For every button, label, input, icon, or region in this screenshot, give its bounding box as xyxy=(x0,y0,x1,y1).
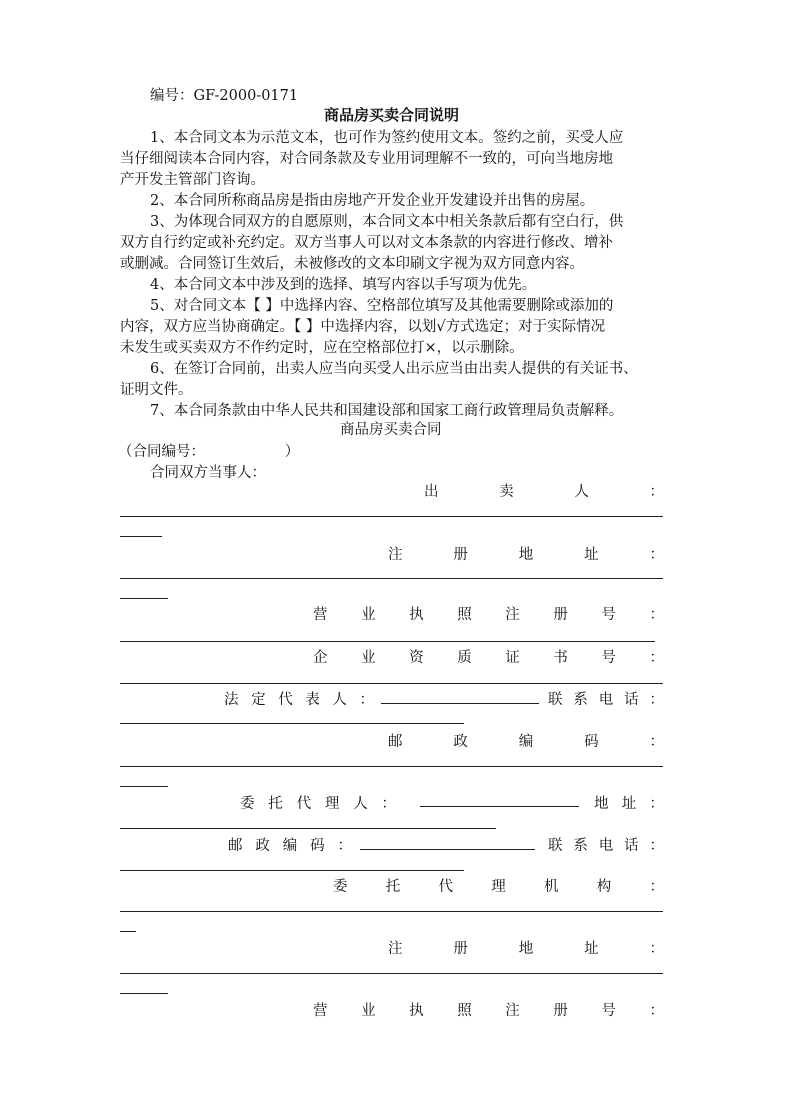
postal-code-label: 邮 政 编 码 ： xyxy=(388,734,664,750)
note-6-line-1: 6、在签订合同前，出卖人应当向买受人出示应当由出卖人提供的有关证书、 xyxy=(150,361,638,377)
agency-field-line-continued[interactable] xyxy=(120,931,136,932)
notes-title: 商品房买卖合同说明 xyxy=(324,106,460,124)
reg-address-field-line[interactable] xyxy=(120,578,663,579)
note-4-line-1: 4、本合同文本中涉及到的选择、填写内容以手写项为优先。 xyxy=(150,277,537,293)
license-no-2-label: 营 业 执 照 注 册 号 ： xyxy=(313,1003,664,1019)
contact-phone-field-line[interactable] xyxy=(120,723,464,724)
agency-label: 委 托 代 理 机 构 ： xyxy=(333,879,664,895)
contact-phone-2-field-line[interactable] xyxy=(120,870,464,871)
note-6-line-2: 证明文件。 xyxy=(120,382,193,398)
note-5-line-3: 未发生或买卖双方不作约定时，应在空格部位打×，以示删除。 xyxy=(120,340,524,356)
postal-code-field-line-continued[interactable] xyxy=(120,786,168,787)
contract-number: （合同编号： ） xyxy=(118,444,300,460)
legal-rep-label: 法 定 代 表 人 ： xyxy=(224,692,374,708)
note-7-line-1: 7、本合同条款由中华人民共和国建设部和国家工商行政管理局负责解释。 xyxy=(150,403,624,419)
agency-field-line[interactable] xyxy=(120,911,663,912)
agent-field-line[interactable] xyxy=(420,806,579,807)
qualification-no-field-line[interactable] xyxy=(120,683,663,684)
address-field-line[interactable] xyxy=(120,828,496,829)
reg-address-2-field-line[interactable] xyxy=(120,973,663,974)
seller-field-line-continued[interactable] xyxy=(120,536,162,537)
contact-phone-label: 联 系 电 话 ： xyxy=(548,692,664,708)
agent-label: 委 托 代 理 人 ： xyxy=(240,796,396,812)
note-3-line-3: 或删减。合同签订生效后，未被修改的文本印刷文字视为双方同意内容。 xyxy=(120,256,584,272)
seller-label: 出 卖 人 ： xyxy=(424,484,664,500)
note-3-line-1: 3、为体现合同双方的自愿原则，本合同文本中相关条款后都有空白行，供 xyxy=(150,214,624,230)
note-1-line-2: 当仔细阅读本合同内容，对合同条款及专业用词理解不一致的，可向当地房地 xyxy=(120,151,613,167)
note-1-line-3: 产开发主管部门咨询。 xyxy=(120,172,265,188)
postal-code-2-label: 邮 政 编 码 ： xyxy=(228,838,352,854)
note-5-line-2: 内容，双方应当协商确定。【 】中选择内容，以划√方式选定；对于实际情况 xyxy=(120,319,606,335)
qualification-no-label: 企 业 资 质 证 书 号 ： xyxy=(313,650,664,666)
parties-label: 合同双方当事人： xyxy=(150,465,266,481)
note-1-line-1: 1、本合同文本为示范文本，也可作为签约使用文本。签约之前，买受人应 xyxy=(150,130,624,146)
note-2-line-1: 2、本合同所称商品房是指由房地产开发企业开发建设并出售的房屋。 xyxy=(150,193,595,209)
postal-code-field-line[interactable] xyxy=(120,766,663,767)
license-no-field-line[interactable] xyxy=(120,641,655,642)
license-no-label: 营 业 执 照 注 册 号 ： xyxy=(313,607,664,623)
note-5-line-1: 5、对合同文本【 】中选择内容、空格部位填写及其他需要删除或添加的 xyxy=(150,298,614,314)
postal-code-2-field-line[interactable] xyxy=(360,849,535,850)
document-number: 编号：GF-2000-0171 xyxy=(150,88,299,104)
reg-address-2-field-line-continued[interactable] xyxy=(120,993,168,994)
contact-phone-2-label: 联 系 电 话 ： xyxy=(548,838,664,854)
contract-title: 商品房买卖合同 xyxy=(340,422,442,438)
reg-address-field-line-continued[interactable] xyxy=(120,598,168,599)
note-3-line-2: 双方自行约定或补充约定。双方当事人可以对文本条款的内容进行修改、增补 xyxy=(120,235,613,251)
seller-field-line[interactable] xyxy=(120,516,663,517)
legal-rep-field-line[interactable] xyxy=(381,703,539,704)
address-label: 地 址 ： xyxy=(594,796,664,812)
reg-address-label: 注 册 地 址 ： xyxy=(388,547,664,563)
reg-address-2-label: 注 册 地 址 ： xyxy=(388,941,664,957)
